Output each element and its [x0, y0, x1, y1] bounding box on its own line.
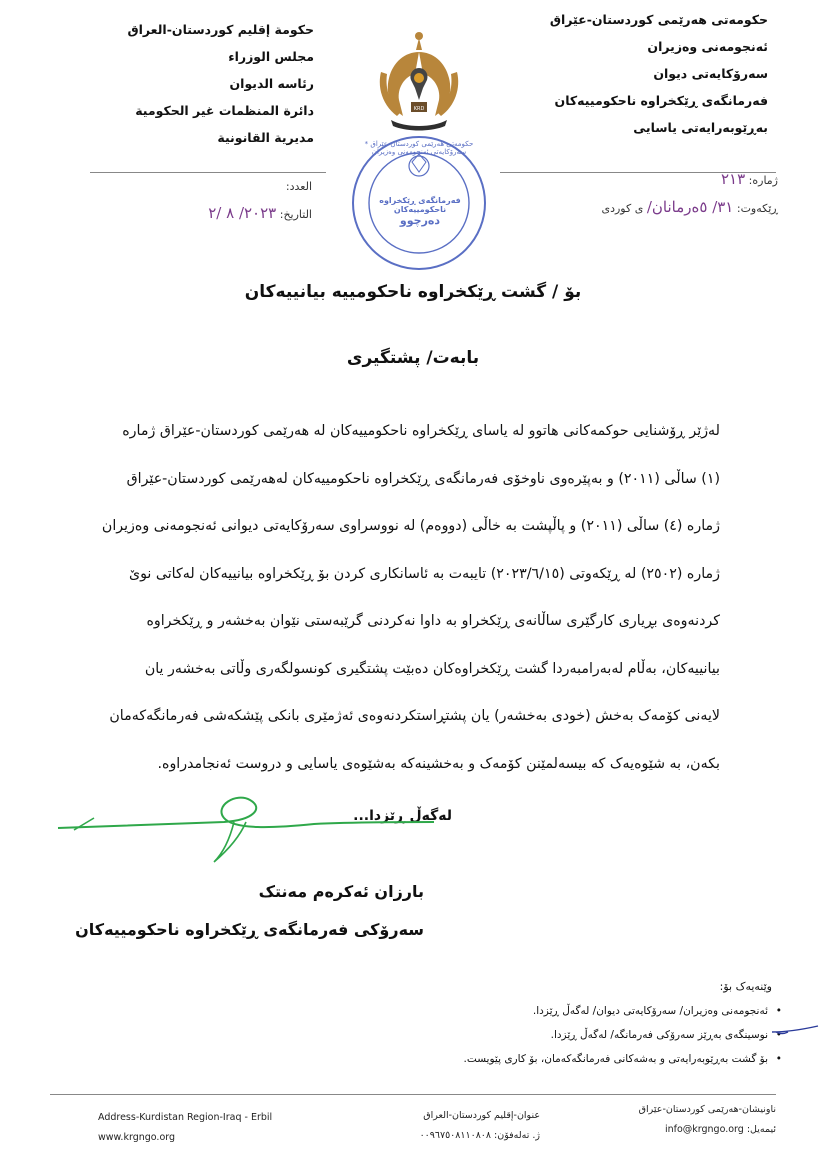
kurdish-number-label: ژمارە: [748, 174, 778, 187]
footer-email[interactable]: info@krgngo.org [664, 1124, 744, 1135]
footer-kurdish [576, 1100, 776, 1140]
arabic-date-label: التاريخ: [279, 208, 312, 221]
arabic-date-value: ٢٠٢٣/ ٨ /٢ [208, 204, 277, 222]
subject: بابەت/ پشتگیری [346, 348, 480, 368]
closing: لەگەڵ ڕێزدا... [353, 808, 452, 824]
stamp-label: فەرمانگەی ڕێکخراوە ناحکومییەکان [379, 196, 461, 214]
cc-item: • نوسینگەی بەڕێز سەرۆکی فەرمانگە/ لەگەڵ ڕێزدا. [422, 1026, 782, 1050]
kurdistan-emblem-icon [375, 28, 463, 136]
body-line-7: لایەنی کۆمەک بەخش (خودی بەخشەر) یان پشتڕاستکردنەوەی ئەژمێری بانکی پێشکەشی فەرمانگەکەمان [109, 708, 720, 724]
footer-rule [50, 1094, 776, 1095]
cc-item: • ئەنجومەنی وەزیران/ سەرۆکایەتی دیوان/ لەگەڵ ڕێزدا. [422, 1002, 782, 1026]
arabic-header-line-1: حكومة إقليم كوردستان-العراق [127, 22, 314, 37]
kurdish-header-line-1: حکومەتی هەرێمی کوردستان-عێراق [549, 12, 768, 27]
arabic-header-line-4: دائرة المنظمات غير الحكومية [135, 103, 314, 118]
kurdish-date-label: ڕێکەوت: [736, 202, 778, 215]
footer-kurdish-address: ناونیشان-هەرێمی کوردستان-عێراق [638, 1104, 776, 1115]
cc-list [422, 1002, 782, 1074]
arabic-header [104, 16, 314, 151]
letter-body [84, 408, 720, 788]
arabic-date [150, 204, 312, 222]
signatory-title: سەرۆکی فەرمانگەی ڕێکخراوە ناحکومییەکان [75, 920, 424, 939]
body-line-6: بیانییەکان، بەڵام لەبەرامبەردا گشت ڕێکخراوەکان دەبێت پشتگیری کونسولگەری وڵاتی بەخشەر یان [144, 660, 720, 677]
body-line-2: (١) ساڵی (٢٠١١) و بەپێرەوی ناوخۆی فەرمانگەی ڕێکخراوە ناحکومییەکان لەهەرێمی کوردستان-عێراق [126, 470, 720, 487]
arabic-header-line-2: مجلس الوزراء [228, 49, 314, 64]
body-line-8: بکەن، بە شێوەیەک کە بیسەلمێنن کۆمەک و بەخشینەکە بەشێوەی یاسایی و دروست ئەنجامدراوە. [157, 755, 720, 772]
stamp-word: دەرچوو [399, 214, 441, 227]
body-line-5: کردنەوەی بڕیاری کارگێری ساڵانەی ڕێکخراو بە داوا نەکردنی گرێبەستی نێوان بەخشەر و ڕێکخراوە [146, 613, 720, 629]
kurdish-date [601, 198, 778, 216]
arabic-number [200, 180, 312, 193]
body-line-4: ژمارە (٢٥٠٢) لە ڕێکەوتی (٢٠٢٣/٦/١٥) تایبەت بە ئاسانکاری کردن بۆ ڕێکخراوە بیانییەکان لەکاتی نوێ [129, 565, 720, 582]
kurdish-header-line-3: سەرۆکایەتی دیوان [653, 66, 768, 81]
handwritten-mark [770, 1024, 820, 1038]
arabic-header-line-3: رئاسە الديوان [229, 76, 314, 91]
arabic-number-label: العدد: [285, 180, 312, 193]
kurdish-header-line-2: ئەنجومەنی وەزیران [647, 39, 768, 54]
footer-phone: ژ. تەلەفۆن: ٠٠٩٦٧٥٠٨١١٠٨٠٨ [419, 1130, 540, 1141]
body-line-1: لەژێر ڕۆشنایی حوکمەکانی هاتوو لە یاسای ڕێکخراوە ناحکومییەکان لە هەرێمی کوردستان-عێراق ژمارە [122, 423, 720, 439]
arabic-header-line-5: مديرية القانونية [217, 130, 314, 145]
footer-email-label: ئیمەیل: [746, 1124, 776, 1135]
footer-website[interactable]: www.krgngo.org [98, 1132, 176, 1143]
kurdish-date-value: ٣١/ ٥ەرمانان/ [646, 198, 734, 216]
header-rule-left [90, 172, 326, 173]
kurdish-number-value: ٢١٣ [720, 170, 746, 188]
svg-text:KRD: KRD [413, 106, 425, 112]
addressee: بۆ / گشت ڕێکخراوە ناحکومییە بیانییەکان [244, 282, 582, 302]
kurdish-header [508, 6, 768, 141]
footer-arabic-address: عنوان-إقليم كوردستان-العراق [423, 1110, 540, 1121]
footer-arabic [380, 1106, 540, 1146]
footer-english-address: Address-Kurdistan Region-Iraq - Erbil [98, 1112, 273, 1123]
signatory-name: بارزان ئەکرەم مەنتک [258, 882, 424, 901]
kurdish-date-suffix: ی کوردی [601, 202, 644, 215]
footer-english [98, 1108, 272, 1148]
body-line-3: ژمارە (٤) ساڵی (٢٠١١) و پاڵپشت بە خاڵی (دووەم) لە نووسراوی سەرۆکایەتی دیوانی ئەنجومەنی وەزیران [101, 518, 720, 534]
cc-item: • بۆ گشت بەڕێوبەرایەتی و بەشەکانی فەرمانگەکەمان، بۆ کاری پێویست. [422, 1050, 782, 1074]
kurdish-header-line-4: فەرمانگەی ڕێکخراوە ناحکومییەکان [554, 93, 768, 108]
stamp-ring-text: حکومەتی هەرێمی کوردستان-عێراق * سەرۆکایەتی ئەنجومەنی وەزیران [364, 140, 474, 156]
kurdish-header-line-5: بەڕێوبەرایەتی یاسایی [633, 120, 768, 135]
cc-heading: وێنەیەک بۆ: [719, 980, 772, 993]
kurdish-number [721, 170, 778, 188]
signature-scribble [54, 788, 474, 868]
